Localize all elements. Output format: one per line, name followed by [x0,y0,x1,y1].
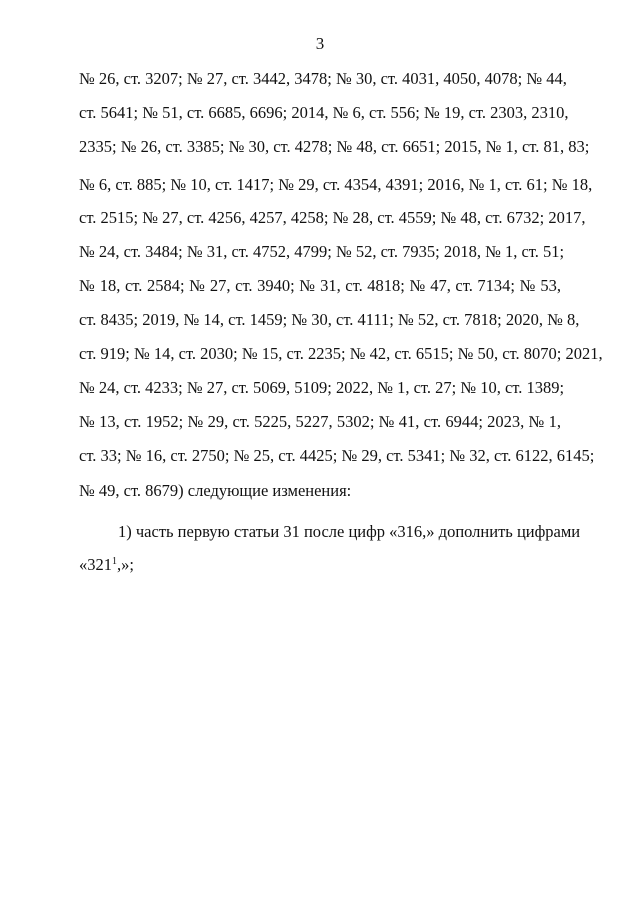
item-1-line-1: 1) часть первую статьи 31 после цифр «316,» дополнить цифрами [118,522,581,541]
item-1-number-prefix: «321 [79,555,112,574]
body-line-7: № 18, ст. 2584; № 27, ст. 3940; № 31, ст. 4818; № 47, ст. 7134; № 53, [79,276,561,295]
item-1-superscript: 1 [112,556,117,567]
item-1-number-suffix: ,»; [117,555,134,574]
body-line-2: ст. 5641; № 51, ст. 6685, 6696; 2014, № 6, ст. 556; № 19, ст. 2303, 2310, [79,103,569,122]
page-number: 3 [315,34,325,53]
body-line-11: № 13, ст. 1952; № 29, ст. 5225, 5227, 5302; № 41, ст. 6944; 2023, № 1, [79,412,561,431]
body-line-5: ст. 2515; № 27, ст. 4256, 4257, 4258; № 28, ст. 4559; № 48, ст. 6732; 2017, [79,208,586,227]
body-line-1: № 26, ст. 3207; № 27, ст. 3442, 3478; № 30, ст. 4031, 4050, 4078; № 44, [79,69,567,88]
body-line-4: № 6, ст. 885; № 10, ст. 1417; № 29, ст. 4354, 4391; 2016, № 1, ст. 61; № 18, [79,175,593,194]
body-line-13: № 49, ст. 8679) следующие изменения: [79,481,352,500]
body-line-3: 2335; № 26, ст. 3385; № 30, ст. 4278; № 48, ст. 6651; 2015, № 1, ст. 81, 83; [79,137,590,156]
body-line-8: ст. 8435; 2019, № 14, ст. 1459; № 30, ст. 4111; № 52, ст. 7818; 2020, № 8, [79,310,580,329]
item-1-line-2 [79,555,561,575]
body-line-10: № 24, ст. 4233; № 27, ст. 5069, 5109; 2022, № 1, ст. 27; № 10, ст. 1389; [79,378,565,397]
body-line-9: ст. 919; № 14, ст. 2030; № 15, ст. 2235; № 42, ст. 6515; № 50, ст. 8070; 2021, [79,344,603,363]
body-line-12: ст. 33; № 16, ст. 2750; № 25, ст. 4425; № 29, ст. 5341; № 32, ст. 6122, 6145; [79,446,595,465]
body-line-6: № 24, ст. 3484; № 31, ст. 4752, 4799; № 52, ст. 7935; 2018, № 1, ст. 51; [79,242,565,261]
